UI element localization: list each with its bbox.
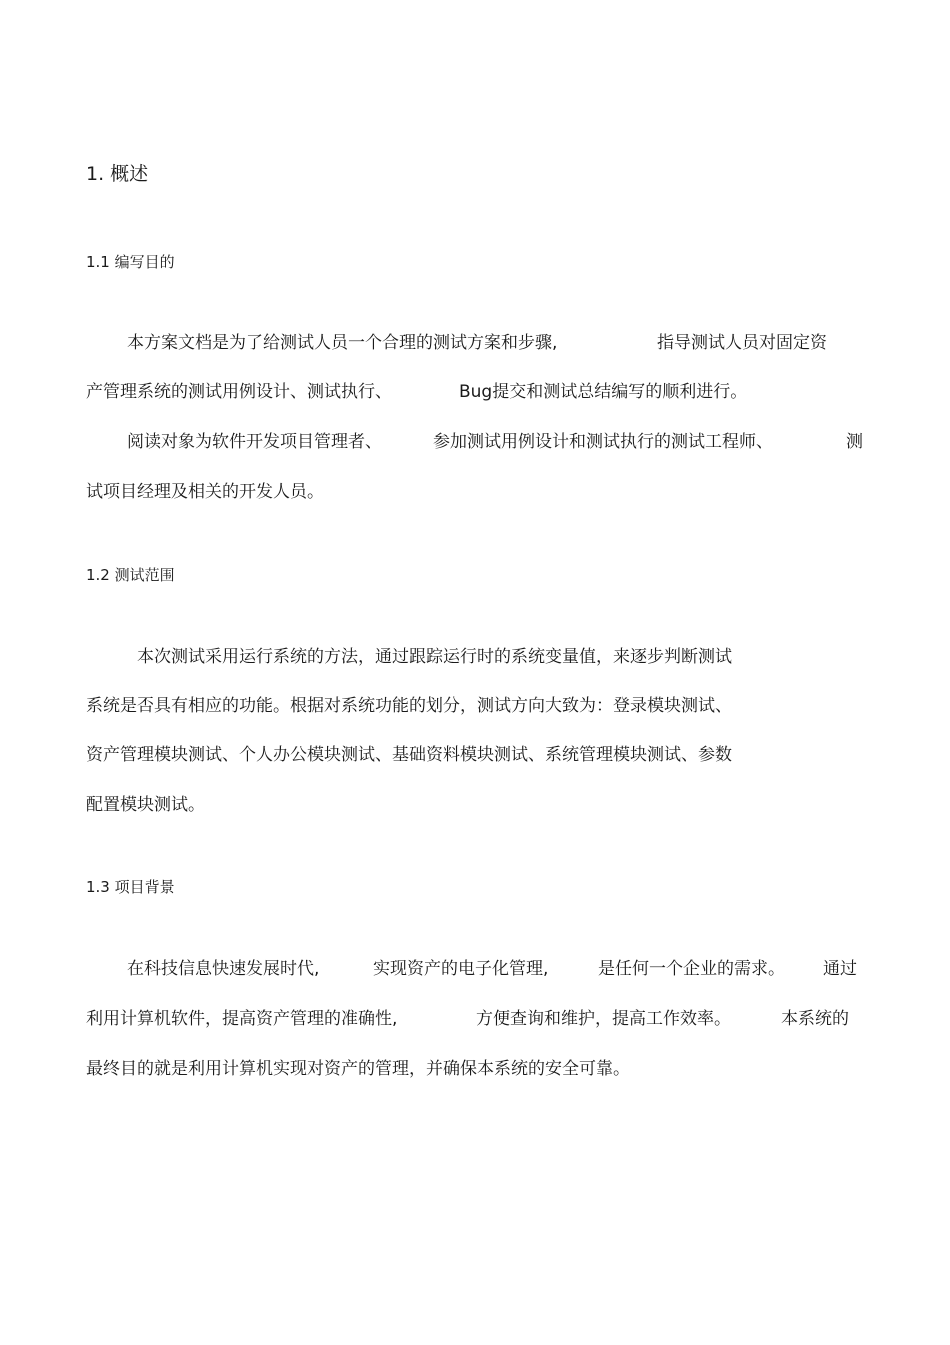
audience-line-1b: 参加测试用例设计和测试执行的测试工程师、 bbox=[433, 432, 773, 452]
purpose-line-2b: Bug提交和测试总结编写的顺利进行。 bbox=[459, 382, 748, 402]
section-1-3-heading: 1.3 项目背景 bbox=[86, 878, 175, 896]
background-line-1d: 通过 bbox=[823, 959, 857, 979]
scope-line-2: 系统是否具有相应的功能。根据对系统功能的划分，测试方向大致为：登录模块测试、 bbox=[86, 696, 732, 716]
purpose-line-2a: 产管理系统的测试用例设计、测试执行、 bbox=[86, 382, 392, 402]
purpose-line-1a: 本方案文档是为了给测试人员一个合理的测试方案和步骤, bbox=[127, 333, 558, 353]
scope-line-1: 本次测试采用运行系统的方法，通过跟踪运行时的系统变量值，来逐步判断测试 bbox=[137, 647, 732, 667]
background-line-2c: 本系统的 bbox=[781, 1009, 849, 1029]
scope-line-4: 配置模块测试。 bbox=[86, 795, 205, 815]
audience-line-1a: 阅读对象为软件开发项目管理者、 bbox=[127, 432, 382, 452]
background-line-3: 最终目的就是利用计算机实现对资产的管理，并确保本系统的安全可靠。 bbox=[86, 1059, 630, 1079]
audience-line-1c: 测 bbox=[846, 432, 863, 452]
background-line-1c: 是任何一个企业的需求。 bbox=[598, 959, 785, 979]
section-1-heading: 1. 概述 bbox=[86, 163, 149, 185]
background-line-2a: 利用计算机软件，提高资产管理的准确性, bbox=[86, 1009, 398, 1029]
section-1-2-heading: 1.2 测试范围 bbox=[86, 566, 175, 584]
scope-line-3: 资产管理模块测试、个人办公模块测试、基础资料模块测试、系统管理模块测试、参数 bbox=[86, 745, 732, 765]
background-line-1b: 实现资产的电子化管理, bbox=[373, 959, 549, 979]
background-line-2b: 方便查询和维护，提高工作效率。 bbox=[476, 1009, 731, 1029]
audience-line-2: 试项目经理及相关的开发人员。 bbox=[86, 482, 324, 502]
section-1-1-heading: 1.1 编写目的 bbox=[86, 253, 175, 271]
purpose-line-1b: 指导测试人员对固定资 bbox=[657, 333, 827, 353]
background-line-1a: 在科技信息快速发展时代, bbox=[127, 959, 320, 979]
